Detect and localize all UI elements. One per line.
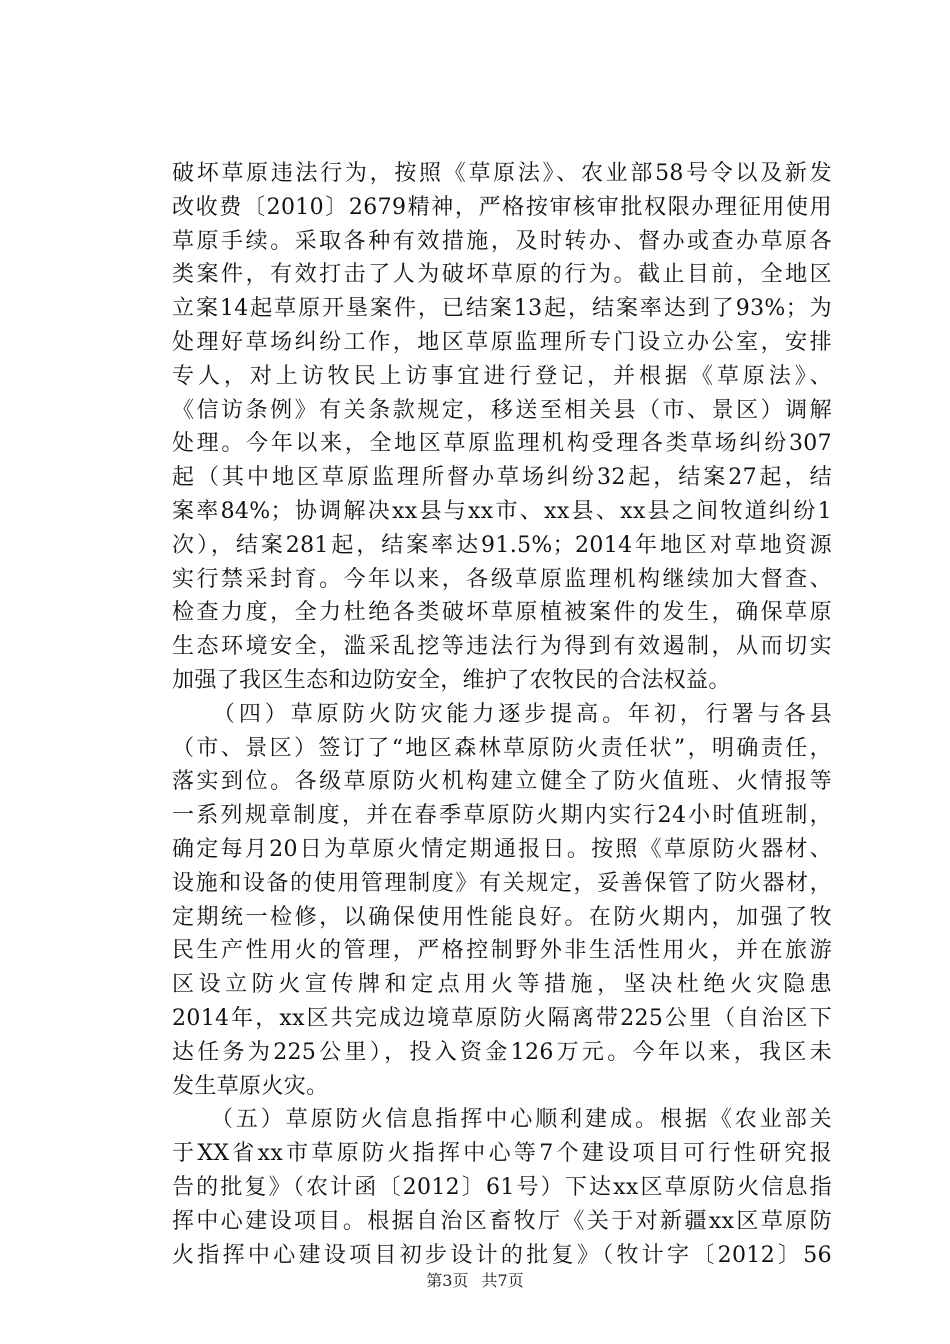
page-number: 第3页 (426, 1271, 469, 1290)
text-line: 落实到位。各级草原防火机构建立健全了防火值班、火情报等 (172, 769, 832, 795)
text-line: 2014年，xx区共完成边境草原防火隔离带225公里（自治区下 (172, 1005, 832, 1031)
text-line: 立案14起草原开垦案件，已结案13起，结案率达到了93%；为 (172, 296, 832, 322)
text-line: 草原手续。采取各种有效措施，及时转办、督办或查办草原各 (172, 228, 832, 254)
text-line: 次），结案281起，结案率达91.5%；2014年地区对草地资源 (172, 532, 832, 558)
text-line: 达任务为225公里），投入资金126万元。今年以来，我区未 (172, 1039, 832, 1065)
text-line: 加强了我区生态和边防安全，维护了农牧民的合法权益。 (172, 667, 731, 693)
text-line: 定期统一检修，以确保使用性能良好。在防火期内，加强了牧 (172, 904, 832, 930)
text-line: 起（其中地区草原监理所督办草场纠纷32起，结案27起，结 (172, 465, 832, 491)
text-line: 一系列规章制度，并在春季草原防火期内实行24小时值班制， (172, 803, 832, 829)
text-line: 于XX省xx市草原防火指挥中心等7个建设项目可行性研究报 (172, 1141, 832, 1167)
text-line: 生态环境安全，滥采乱挖等违法行为得到有效遏制，从而切实 (172, 634, 832, 660)
text-line: 民生产性用火的管理，严格控制野外非生活性用火，并在旅游 (172, 938, 832, 964)
document-body (172, 157, 832, 1272)
text-line: 类案件，有效打击了人为破坏草原的行为。截止目前，全地区 (172, 262, 832, 288)
text-line: （五）草原防火信息指挥中心顺利建成。根据《农业部关 (172, 1107, 832, 1133)
text-line: 确定每月20日为草原火情定期通报日。按照《草原防火器材、 (172, 836, 832, 862)
text-line: （四）草原防火防灾能力逐步提高。年初，行署与各县 (172, 701, 832, 727)
text-line: 专人，对上访牧民上访事宜进行登记，并根据《草原法》、 (172, 363, 832, 389)
text-line: 《信访条例》有关条款规定，移送至相关县（市、景区）调解 (172, 397, 832, 423)
text-line: 挥中心建设项目。根据自治区畜牧厅《关于对新疆xx区草原防 (172, 1208, 832, 1234)
text-line: 案率84%；协调解决xx县与xx市、xx县、xx县之间牧道纠纷1 (172, 498, 832, 524)
page-footer (0, 1268, 950, 1291)
text-line: 处理好草场纠纷工作，地区草原监理所专门设立办公室，安排 (172, 329, 832, 355)
text-line: 告的批复》（农计函〔2012〕61号）下达xx区草原防火信息指 (172, 1174, 832, 1200)
text-line: 火指挥中心建设项目初步设计的批复》（牧计字〔2012〕56 (172, 1242, 832, 1268)
text-line: 检查力度，全力杜绝各类破坏草原植被案件的发生，确保草原 (172, 600, 832, 626)
text-line: 实行禁采封育。今年以来，各级草原监理机构继续加大督查、 (172, 566, 832, 592)
text-line: 发生草原火灾。 (172, 1073, 329, 1099)
text-line: 设施和设备的使用管理制度》有关规定，妥善保管了防火器材， (172, 870, 832, 896)
text-line: （市、景区）签订了“地区森林草原防火责任状”，明确责任， (172, 735, 832, 761)
text-line: 改收费〔2010〕2679精神，严格按审核审批权限办理征用使用 (172, 194, 832, 220)
page-total: 共7页 (481, 1271, 524, 1290)
text-line: 处理。今年以来，全地区草原监理机构受理各类草场纠纷307 (172, 431, 832, 457)
text-line: 破坏草原违法行为，按照《草原法》、农业部58号令以及新发 (172, 161, 832, 186)
text-line: 区设立防火宣传牌和定点用火等措施，坚决杜绝火灾隐患 (172, 972, 832, 998)
